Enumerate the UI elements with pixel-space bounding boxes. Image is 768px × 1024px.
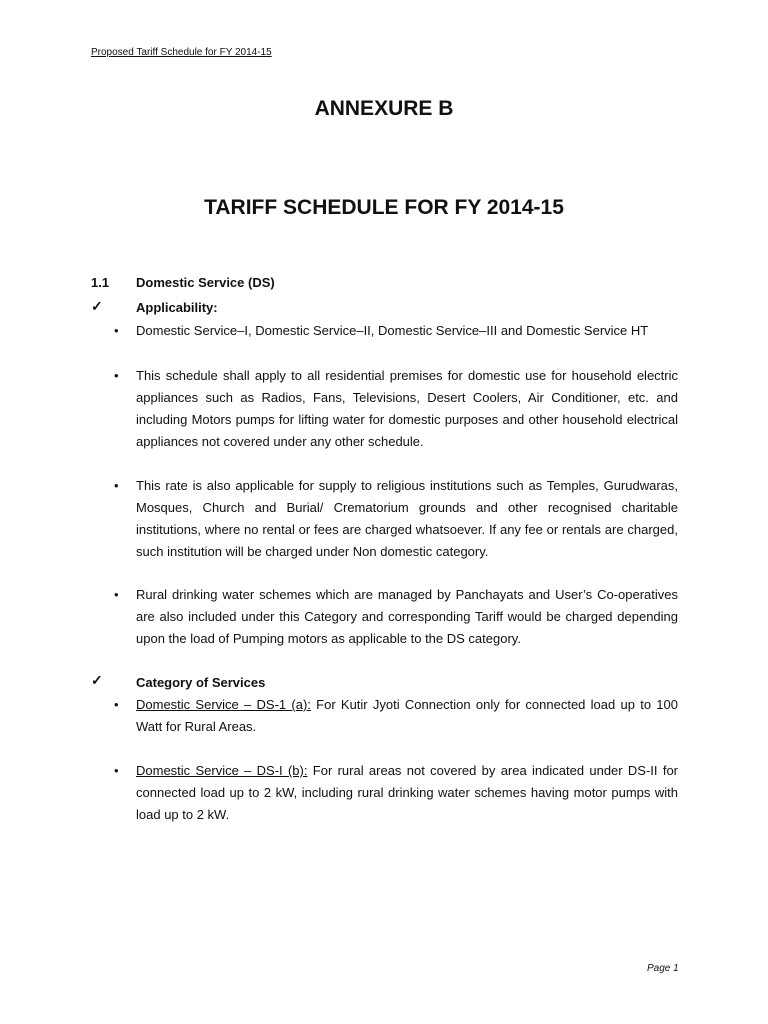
bullet-icon: • (114, 697, 119, 712)
category-item-ds1b (136, 760, 678, 826)
applicability-bullet-2: This schedule shall apply to all residential premises for domestic use for household electric appliances such as Radios, Fans, Televisions, Desert Coolers, Air Conditioner, etc. and including Motors pumps for lifting water for domestic purposes and other household electrical appliances not covered under any other schedule. (136, 368, 678, 449)
bullet-icon: • (114, 587, 119, 602)
category-heading: Category of Services (136, 675, 266, 690)
bullet-icon: • (114, 323, 119, 338)
category-item-ds1a (136, 694, 678, 738)
section-number: 1.1 (91, 275, 110, 290)
annexure-title: ANNEXURE B (314, 97, 454, 120)
category-label: Domestic Service – DS-I (b): (136, 763, 308, 778)
section-title: Domestic Service (DS) (136, 275, 275, 290)
bullet-icon: • (114, 368, 119, 383)
page-number: Page 1 (647, 963, 679, 974)
category-text: For Kutir Jyoti Connection only for connected load up to 100 Watt for Rural Areas. (136, 697, 678, 734)
category-label: Domestic Service – DS-1 (a): (136, 697, 311, 712)
schedule-title: TARIFF SCHEDULE FOR FY 2014-15 (204, 196, 564, 219)
applicability-bullet-1: Domestic Service–I, Domestic Service–II, Domestic Service–III and Domestic Service HT (136, 323, 649, 338)
checkmark-icon: ✓ (91, 672, 103, 688)
applicability-bullet-3: This rate is also applicable for supply to religious institutions such as Temples, Gurudwaras, Mosques, Church and Burial/ Crematorium grounds and other recognised charitable institutions, where no rental or fees are charged whatsoever. If any fee or rentals are charged, such institution will be charged under Non domestic category. (136, 478, 678, 559)
applicability-heading: Applicability: (136, 300, 218, 315)
checkmark-icon: ✓ (91, 298, 103, 314)
bullet-icon: • (114, 478, 119, 493)
category-text: For rural areas not covered by area indicated under DS-II for connected load up to 2 kW, including rural drinking water schemes having motor pumps with load up to 2 kW. (136, 763, 678, 822)
bullet-icon: • (114, 763, 119, 778)
applicability-bullet-4: Rural drinking water schemes which are managed by Panchayats and User’s Co-operatives are also included under this Category and corresponding Tariff would be charged depending upon the load of Pumping motors as applicable to the DS category. (136, 587, 678, 646)
running-header: Proposed Tariff Schedule for FY 2014-15 (91, 47, 272, 58)
